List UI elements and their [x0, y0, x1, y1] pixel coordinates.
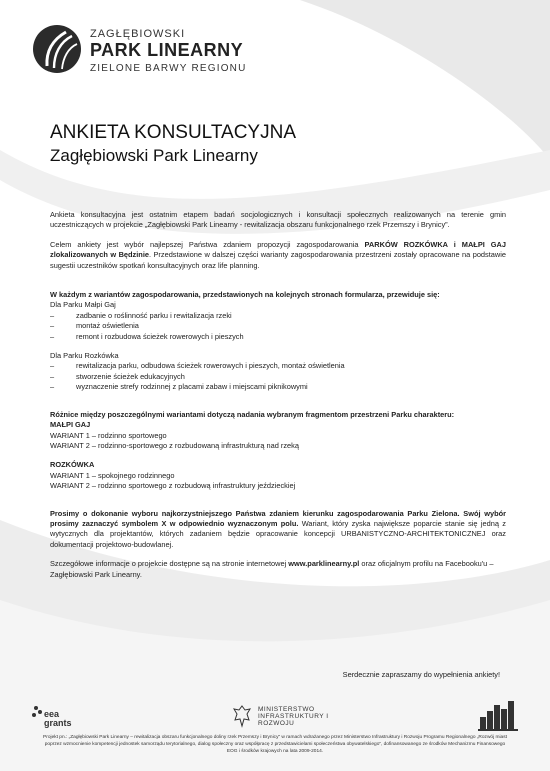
info-paragraph: Szczegółowe informacje o projekcie dostępne są na stronie internetowej www.parklinearny.pl oraz oficjalnym profilu na Facebooku'u – Zagłębiowski Park Linearny. [50, 559, 494, 579]
intro-p2-start: Celem ankiety jest wybór najlepszej Państwa zdaniem propozycji zagospodarowania [50, 239, 365, 249]
closing-text: Serdecznie zapraszamy do wypełnienia ankiety! [342, 670, 500, 679]
page-subtitle: Zagłębiowski Park Linearny [50, 146, 258, 165]
malpi-gaj-heading: Dla Parku Małpi Gaj [50, 300, 116, 310]
request-paragraph [50, 509, 506, 551]
request-normal-end: oraz dokumentacji projektowo-budowlanej. [50, 529, 506, 549]
request-normal-start: Wariant, który zyska największe poparcie stanie się jedną z wytycznych dla projektantów, których zadaniem będzie opracowanie koncepcji [50, 518, 506, 539]
page-title: ANKIETA KONSULTACYJNA [50, 122, 296, 143]
brand-name: PARK LINEARNY [90, 40, 244, 60]
list-item: – stworzenie ścieżek edukacyjnych [50, 371, 185, 381]
request-caps: URBANISTYCZNO-ARCHITEKTONICZNEJ [341, 529, 486, 539]
malpi-gaj-variant-2: WARIANT 2 – rodzinno-sportowego z rozbudowaną infrastrukturą nad rzeką [50, 440, 299, 450]
malpi-gaj-variant-1: WARIANT 1 – rodzinno sportowego [50, 430, 167, 440]
intro-paragraph-1: Ankieta konsultacyjna jest ostatnim etapem badań socjologicznych i konsultacji społecznych realizowanych na terenie gmin uczestniczących w projekcie „Zagłębiowski Park Linearny - rewitalizacja obszaru funkcjonalnego rzek Przemszy i Brynicy”. [50, 210, 506, 230]
brand-tagline: ZIELONE BARWY REGIONU [90, 63, 247, 74]
list-item: – remont i rozbudowa ścieżek rowerowych i pieszych [50, 331, 244, 341]
eea-grants-text: eea grants [44, 709, 72, 728]
rozkowka-variants-heading: ROZKÓWKA [50, 460, 95, 470]
list-item: – zadbanie o roślinność parku i rewitalizacja rzeki [50, 310, 232, 320]
variants-intro: W każdym z wariantów zagospodarowania, przedstawionych na kolejnych stronach formularza, przewiduje się: [50, 290, 440, 300]
list-item: – wyznaczenie strefy rodzinnej z placami zabaw i miejscami piknikowymi [50, 382, 308, 392]
rozkowka-variant-1: WARIANT 1 – spokojnego rodzinnego [50, 470, 175, 480]
intro-p2-bold: PARKÓW ROZKÓWKA i MAŁPI GAJ zlokalizowanych w Będzinie [50, 239, 507, 260]
differences-intro: Różnice między poszczególnymi wariantami dotyczą nadania wybranym fragmentom przestrzeni Parku charakteru: [50, 409, 455, 419]
rozkowka-variant-2: WARIANT 2 – rodzinno sportowego z rozbudową infrastruktury jeździeckiej [50, 481, 296, 491]
document-body [50, 210, 506, 580]
ministry-logo-text: MINISTERSTWO INFRASTRUKTURY I ROZWOJU [258, 706, 329, 727]
rozkowka-heading: Dla Parku Rozkówka [50, 351, 119, 361]
intro-p2-end: . Przedstawione w dalszej części warianty zagospodarowania przestrzeni zostały opracowane na podstawie sugestii uczestników spotkań konsultacyjnych oraz life planning. [50, 250, 506, 270]
list-item: – rewitalizacja parku, odbudowa ścieżek rowerowych i pieszych, montaż oświetlenia [50, 361, 345, 371]
intro-paragraph-2 [50, 240, 506, 271]
malpi-gaj-variants-heading: MAŁPI GAJ [50, 420, 91, 430]
website-link[interactable]: www.parklinearny.pl [288, 559, 360, 569]
polish-eagle-emblem-icon [232, 704, 252, 728]
brand-line-1: ZAGŁĘBIOWSKI [90, 28, 186, 40]
footer-funding-note: Projekt pn.: „Zagłębiowski Park Linearny – rewitalizacja obszaru funkcjonalnego doliny rzek Przemszy i Brynicy” w ramach wdrażanego przez Ministerstwo Infrastruktury i Rozwoju Programu Regionalnego „Rozwój miast poprzez wzmocnienie kompetencji jednostek samorządu terytorialnego, dialog społeczny oraz współpracę z przedstawicielami społeczeństwa obywatelskiego”, dofinansowanego ze środków Mechanizmu Finansowego EOG i środków krajowych na lata 2009-2014. [43, 735, 507, 754]
rozkowka-list [50, 361, 506, 392]
city-skyline-logo-icon [478, 699, 518, 731]
malpi-gaj-list [50, 311, 506, 342]
request-bold: Prosimy o dokonanie wyboru najkorzystniejszego Państwa zdaniem kierunku zagospodarowania Parku Zielona. Swój wybór prosimy zaznaczyć symbolem X w odpowiednio wyznaczonym polu. [50, 508, 506, 528]
list-item: – montaż oświetlenia [50, 321, 139, 331]
park-logo-icon [32, 24, 82, 74]
